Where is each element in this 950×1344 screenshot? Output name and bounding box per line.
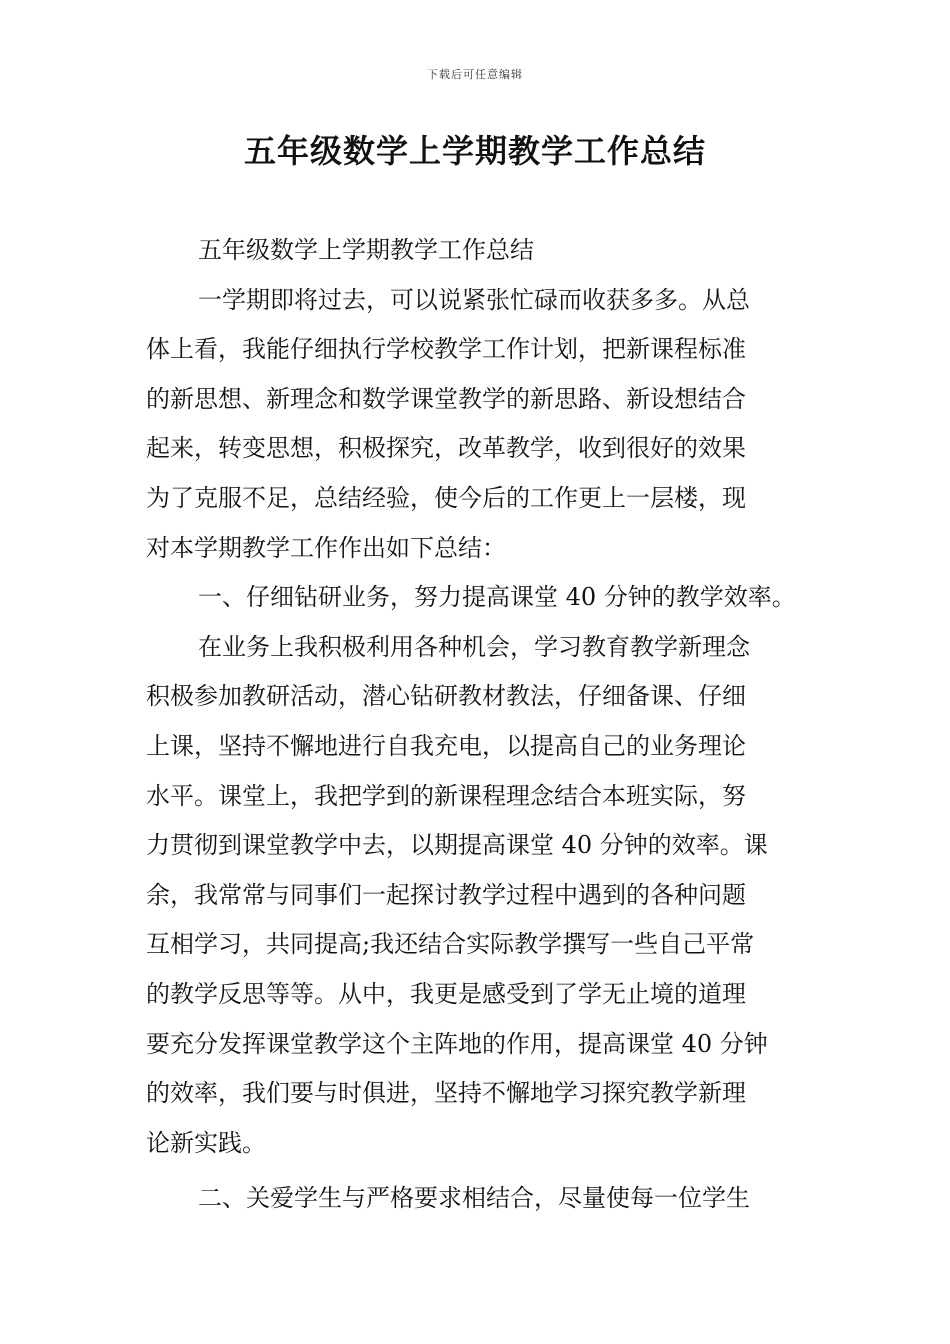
body-line: 水平。课堂上，我把学到的新课程理念结合本班实际，努 — [146, 781, 746, 810]
header-note: 下载后可任意编辑 — [427, 68, 523, 81]
section-heading: 一、仔细钻研业务，努力提高课堂 40 分钟的教学效率。 — [198, 583, 796, 612]
body-line: 要充分发挥课堂教学这个主阵地的作用，提高课堂 40 分钟 — [146, 1029, 768, 1058]
body-line: 论新实践。 — [146, 1128, 266, 1157]
body-line: 为了克服不足，总结经验，使今后的工作更上一层楼，现 — [146, 483, 746, 512]
body-line: 力贯彻到课堂教学中去，以期提高课堂 40 分钟的效率。课 — [146, 831, 768, 860]
body-line: 在业务上我积极利用各种机会，学习教育教学新理念 — [198, 632, 750, 661]
body-line: 互相学习，共同提高;我还结合实际教学撰写一些自己平常 — [146, 930, 755, 959]
section-heading: 二、关爱学生与严格要求相结合，尽量使每一位学生 — [198, 1184, 750, 1213]
body-line: 起来，转变思想，积极探究，改革教学，收到很好的效果 — [146, 434, 746, 463]
body-line: 的效率，我们要与时俱进，坚持不懈地学习探究教学新理 — [146, 1079, 746, 1108]
body-line: 上课，坚持不懈地进行自我充电，以提高自己的业务理论 — [146, 731, 746, 760]
body-line: 一学期即将过去，可以说紧张忙碌而收获多多。从总 — [198, 285, 750, 314]
body-line: 的新思想、新理念和数学课堂教学的新思路、新设想结合 — [146, 384, 746, 413]
body-line: 余，我常常与同事们一起探讨教学过程中遇到的各种问题 — [146, 880, 746, 909]
body-line: 的教学反思等等。从中，我更是感受到了学无止境的道理 — [146, 979, 746, 1008]
body-line: 对本学期教学工作作出如下总结： — [146, 533, 506, 562]
document-body — [146, 226, 810, 1224]
body-line: 积极参加教研活动，潜心钻研教材教法，仔细备课、仔细 — [146, 682, 746, 711]
body-line: 体上看，我能仔细执行学校教学工作计划，把新课程标准 — [146, 335, 746, 364]
document-title: 五年级数学上学期教学工作总结 — [243, 132, 706, 170]
body-line: 五年级数学上学期教学工作总结 — [198, 236, 534, 264]
